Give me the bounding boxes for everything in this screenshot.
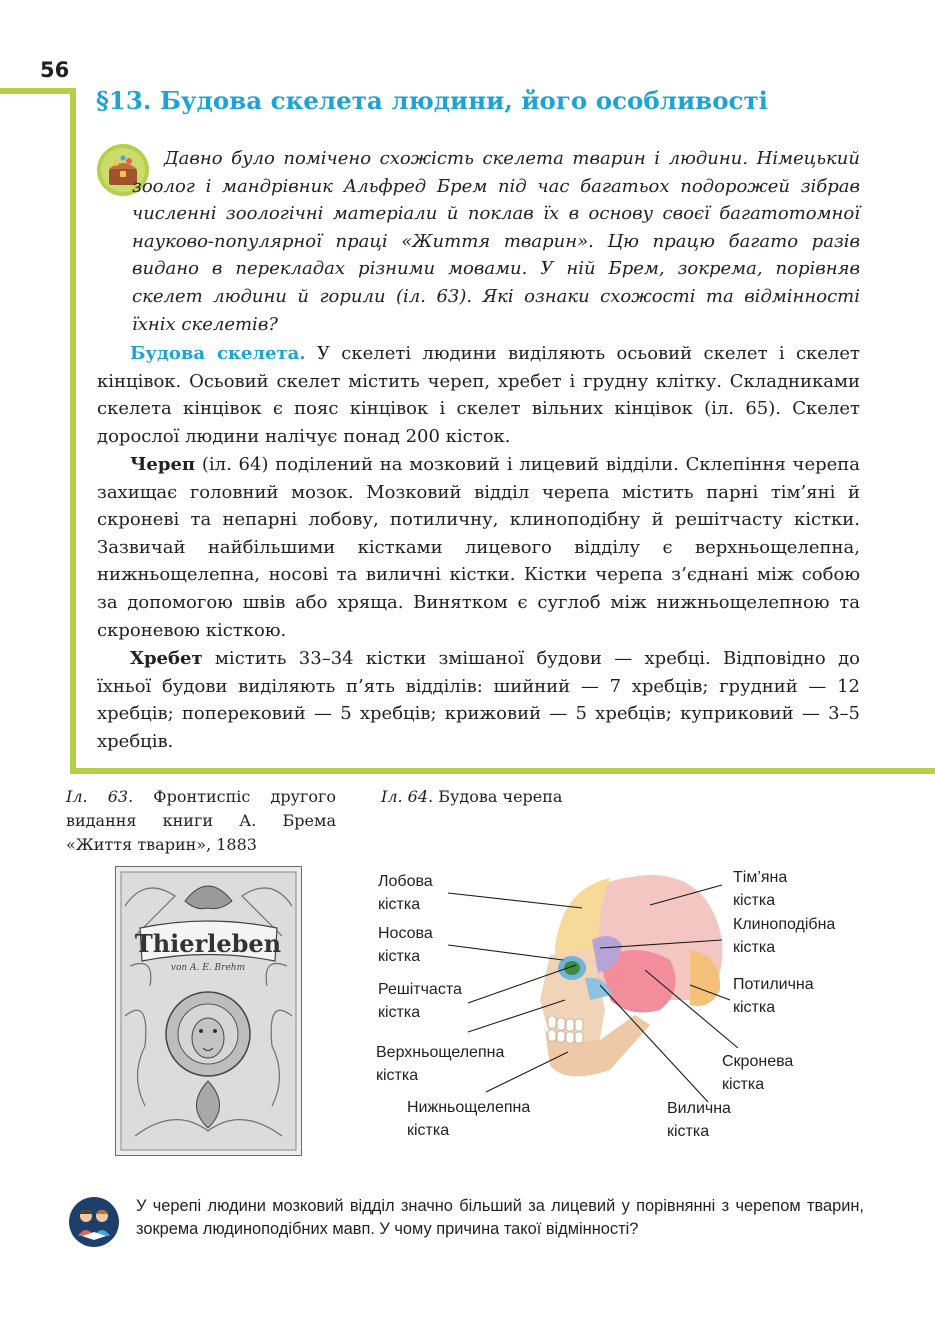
discussion-question: У черепі людини мозковий відділ значно більший за лицевий у порівнянні з черепом тварин, зокрема людиноподібних мавп. У чому причина такої відмінності? <box>136 1197 864 1238</box>
label-parietal-bone <box>733 866 787 912</box>
paragraph-text: містить 33–34 кістки змішаної будови — хребці. Відповідно до їхньої будови виділяють п’ять відділів: шийний — 7 хребців; грудний — 12 хребців; поперековий — 5 хребців; крижовий — 5 хребців; куприковий — 3–5 хребців. <box>97 648 860 752</box>
keyword-spine: Хребет <box>130 648 203 669</box>
question-kids-icon <box>68 1196 120 1248</box>
frontispiece-title: Thierleben <box>134 929 282 958</box>
intro-first-line: Давно було помічено схожість скелета тварин і людини. <box>164 148 749 169</box>
intro-text <box>132 145 860 338</box>
frame-left-bar <box>70 88 76 774</box>
frame-bottom-bar <box>70 768 935 774</box>
label-line: кістка <box>407 1122 450 1139</box>
frontispiece-subtitle: von A. E. Brehm <box>170 963 246 973</box>
label-line: кістка <box>378 948 421 965</box>
label-line: кістка <box>378 896 421 913</box>
page-number: 56 <box>40 58 70 82</box>
label-line: Скронева <box>722 1053 794 1070</box>
paragraph-text: У скелеті людини виділяють осьовий скелет і скелет кінцівок. Осьовий скелет містить череп, хребет і грудну клітку. Складниками скелета кінцівок є пояс кінцівок і скелет вільних кінцівок (іл. 65). Скелет дорослої людини налічує понад 200 кісток. <box>97 343 860 447</box>
section-title: §13. Будова скелета людини, його особливості <box>96 86 768 115</box>
figure-63-caption-text: Фронтиспіс другого видання книги А. Брема «Життя тварин», 1883 <box>66 787 337 854</box>
label-line: Вилична <box>667 1100 731 1117</box>
intro-rest: Німецький зоолог і мандрівник Альфред Брем під час багатьох подорожей зібрав численні зоологічні матеріали й поклав їх в основу своєї багатотомної науково-популярної праці «Життя тварин». Цю працю багато разів видано в перекладах різними мовами. У ній Брем, зокрема, порівняв скелет людини й горили (іл. 63). Які ознаки схожості та відмінності їхніх скелетів? <box>132 148 860 335</box>
label-line: кістка <box>667 1123 710 1140</box>
keyword-skeleton: Будова скелета. <box>130 343 306 364</box>
figure-64-caption <box>381 785 562 809</box>
label-line: Носова <box>378 925 433 942</box>
label-line: кістка <box>733 999 776 1016</box>
label-mandible-bone <box>407 1096 530 1142</box>
label-line: Потилична <box>733 976 814 993</box>
label-line: кістка <box>733 939 776 956</box>
label-line: Нижньощелепна <box>407 1099 531 1116</box>
label-ethmoid-bone <box>378 978 462 1024</box>
label-line: кістка <box>722 1076 765 1093</box>
figure-63-caption <box>66 785 336 857</box>
keyword-skull: Череп <box>130 454 196 475</box>
label-line: Клиноподібна <box>733 916 836 933</box>
label-nasal-bone <box>378 922 433 968</box>
label-occipital-bone <box>733 973 814 1019</box>
label-zygomatic-bone <box>667 1097 731 1143</box>
paragraph-skeleton-structure <box>97 340 860 450</box>
label-temporal-bone <box>722 1050 793 1096</box>
label-line: Тім’яна <box>733 869 788 886</box>
figure-64-label: Іл. 64. <box>381 787 434 806</box>
paragraph-text: (іл. 64) поділений на мозковий і лицевий відділи. Склепіння черепа захищає головний мозок. Мозковий відділ черепа містить парні тім’яні й скроневі та непарні лобову, потиличну, клиноподібну й решітчасту кістки. Зазвичай найбільшими кістками лицевого відділу є верхньощелепна, нижньощелепна, носові та виличні кістки. Кістки черепа з’єднані між собою за допомогою швів або хряща. Винятком є суглоб між нижньощелепною та скроневою кісткою. <box>97 454 860 641</box>
label-line: Верхньощелепна <box>376 1044 505 1061</box>
label-line: кістка <box>378 1004 421 1021</box>
label-sphenoid-bone <box>733 913 835 959</box>
label-maxilla-bone <box>376 1041 504 1087</box>
paragraph-spine <box>97 645 860 755</box>
paragraph-skull <box>97 451 860 644</box>
frame-top-bar <box>0 88 76 94</box>
label-line: Решітчаста <box>378 981 462 998</box>
label-frontal-bone <box>378 870 433 916</box>
label-line: Лобова <box>378 873 433 890</box>
label-line: кістка <box>376 1067 419 1084</box>
label-line: кістка <box>733 892 776 909</box>
figure-63-label: Іл. 63. <box>66 787 134 806</box>
frontispiece-engraving <box>115 866 302 1156</box>
figure-64-caption-text: Будова черепа <box>433 787 563 806</box>
